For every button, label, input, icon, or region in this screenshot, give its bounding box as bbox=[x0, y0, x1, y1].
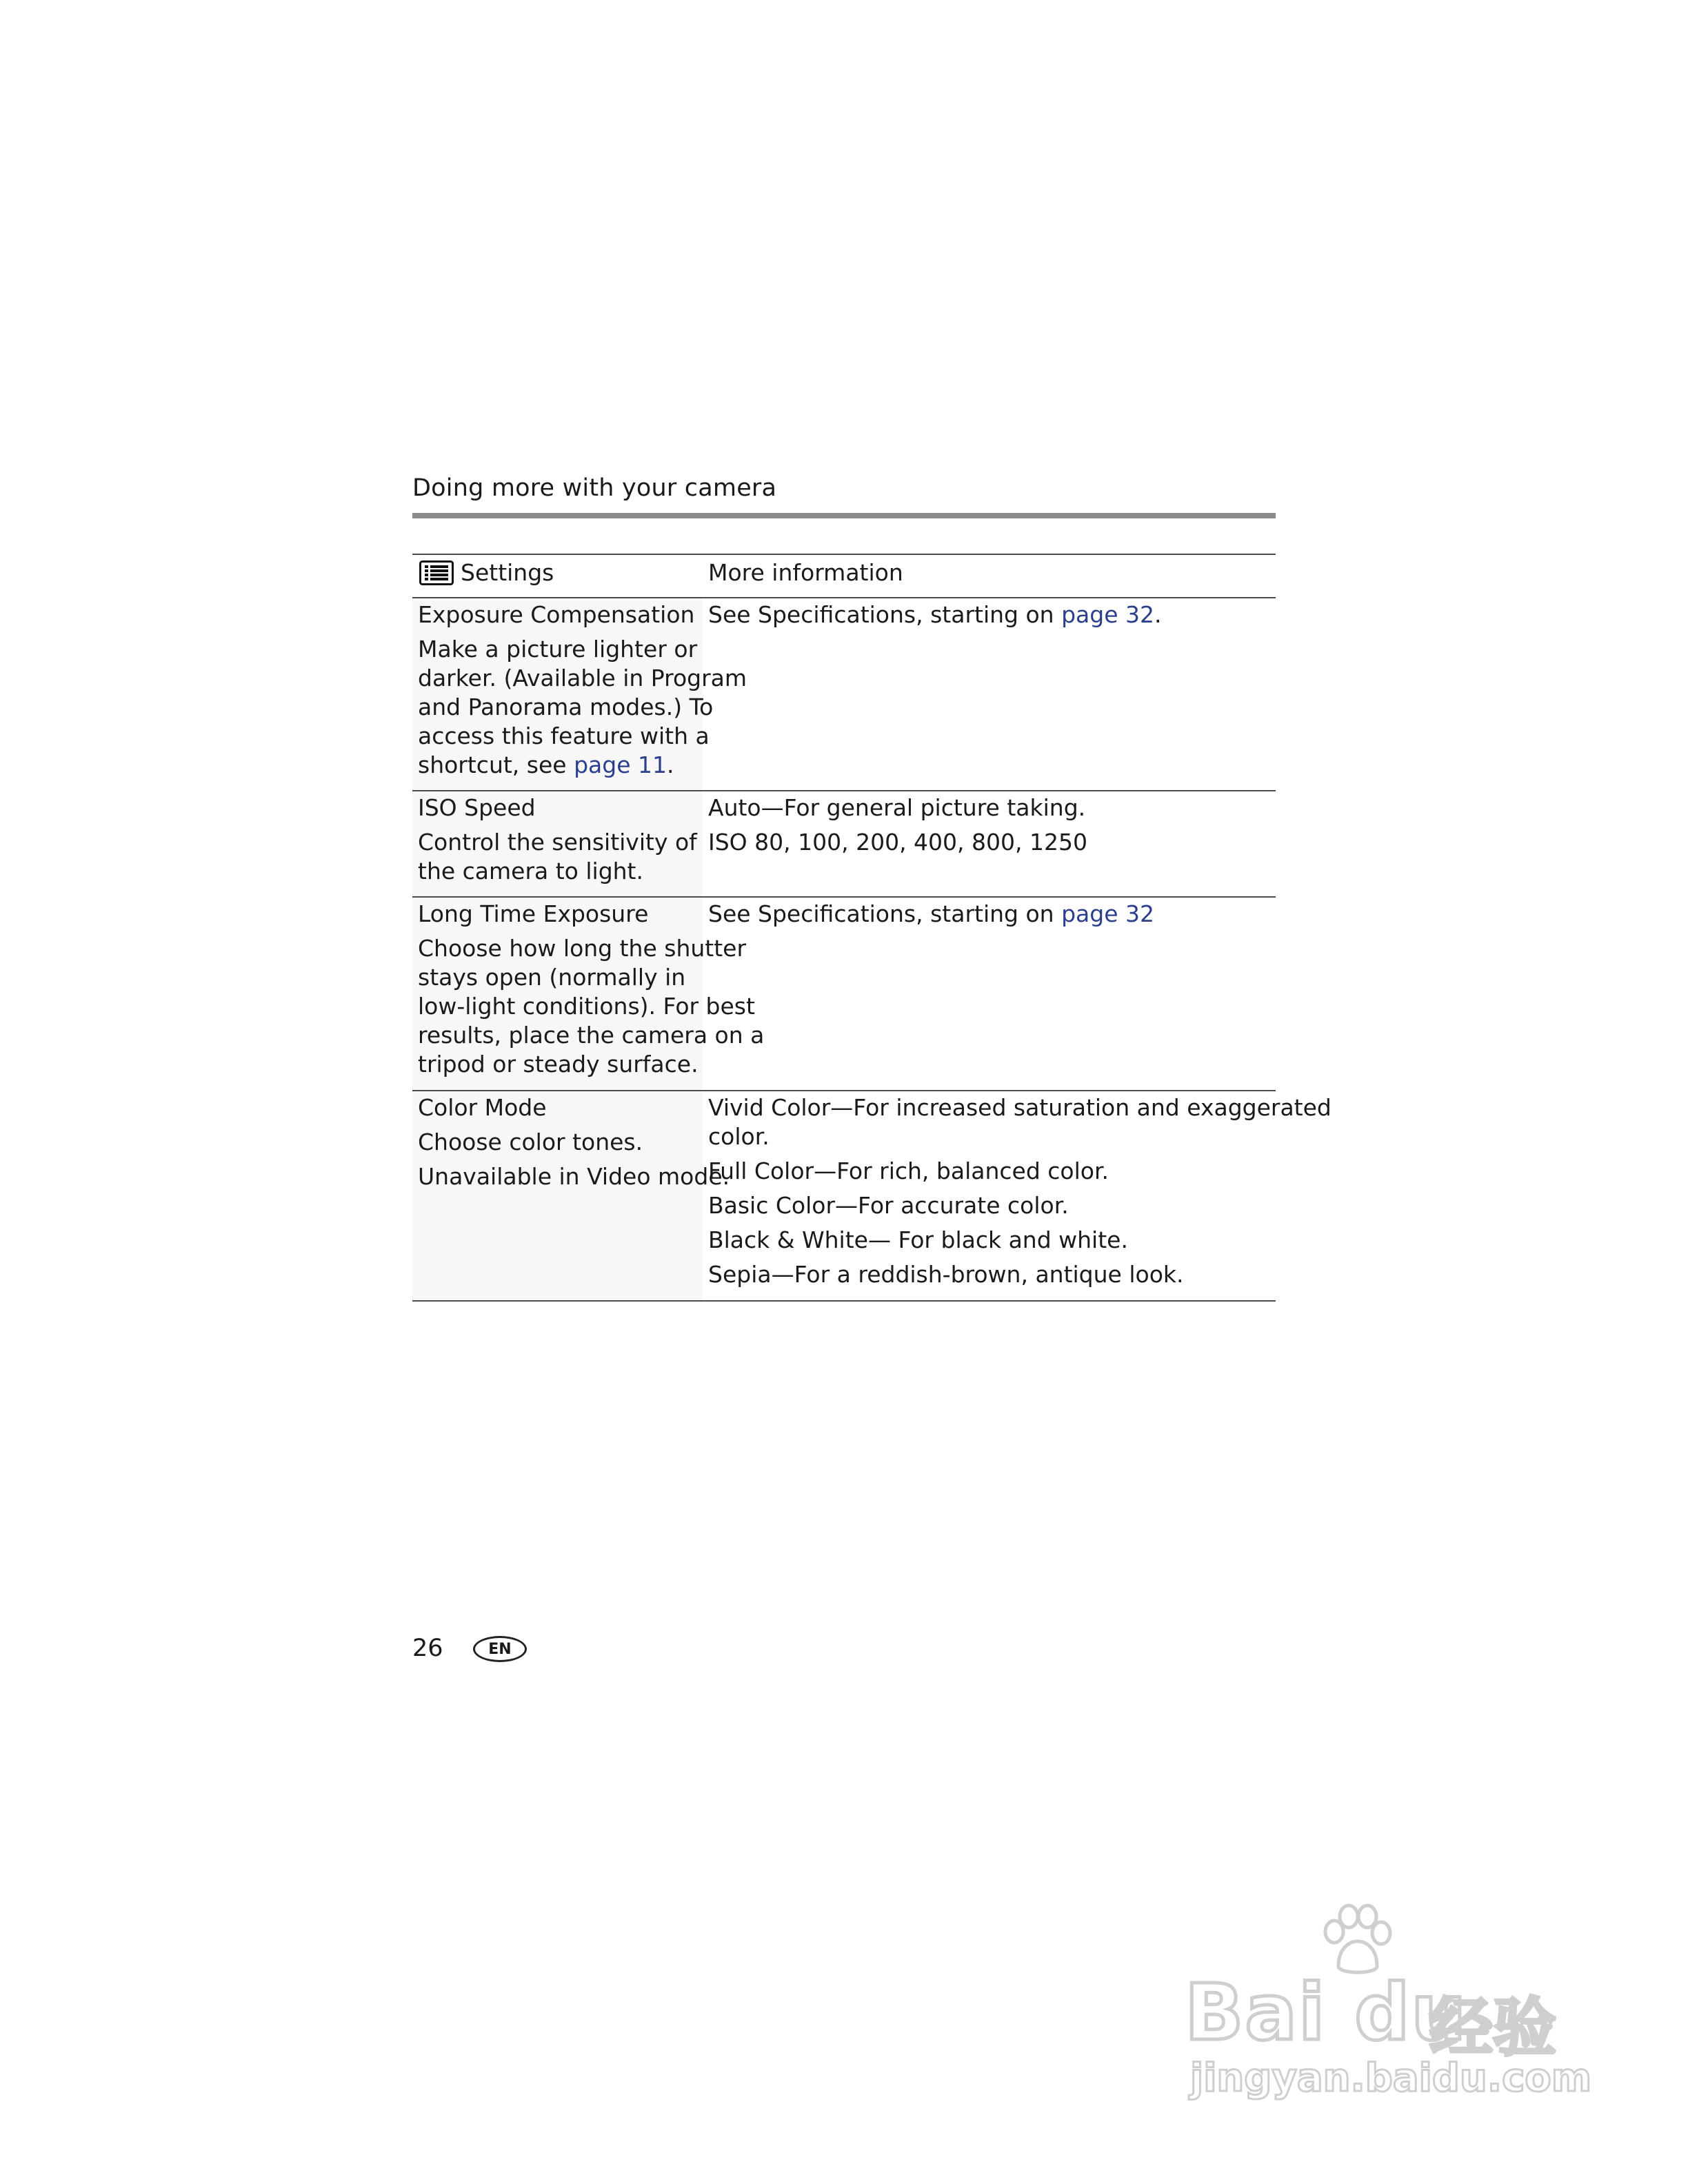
setting-description-line: Choose color tones. bbox=[418, 1129, 643, 1155]
setting-name: Color Mode bbox=[418, 1094, 547, 1121]
table-row-iso-speed bbox=[412, 790, 1276, 896]
setting-description-line: the camera to light. bbox=[418, 858, 643, 884]
setting-description-line: Unavailable in Video mode. bbox=[418, 1163, 730, 1190]
watermark-chinese-text: 经验 bbox=[1429, 1991, 1557, 2065]
setting-description-line: stays open (normally in bbox=[418, 964, 686, 991]
info-line: ISO 80, 100, 200, 400, 800, 1250 bbox=[708, 829, 1087, 856]
info-line: Basic Color—For accurate color. bbox=[708, 1192, 1069, 1219]
settings-table bbox=[412, 554, 1332, 1302]
table-header-row bbox=[412, 554, 1276, 597]
info-cell bbox=[703, 898, 1276, 1090]
setting-cell bbox=[412, 598, 747, 790]
setting-description-line: low-light conditions). For best bbox=[418, 993, 755, 1020]
info-line: Full Color—For rich, balanced color. bbox=[708, 1157, 1109, 1184]
info-text: See Specifications, starting on bbox=[708, 601, 1062, 628]
setting-cell bbox=[412, 898, 765, 1090]
table-header-settings bbox=[412, 555, 703, 597]
page-32-link[interactable]: page 32 bbox=[1061, 900, 1154, 927]
table-row-exposure-compensation bbox=[412, 597, 1276, 790]
info-text: See Specifications, starting on bbox=[708, 900, 1054, 927]
setting-description-line: tripod or steady surface. bbox=[418, 1051, 699, 1078]
info-line: Black & White— For black and white. bbox=[708, 1226, 1128, 1253]
description-punctuation: . bbox=[666, 751, 674, 778]
setting-description-line: Make a picture lighter or bbox=[418, 636, 698, 663]
page-number: 26 bbox=[412, 1635, 443, 1662]
language-badge: EN bbox=[473, 1636, 527, 1662]
setting-cell bbox=[412, 1091, 730, 1300]
setting-description-line: darker. (Available in Program bbox=[418, 665, 747, 691]
setting-name: Exposure Compensation bbox=[418, 601, 695, 628]
page-section-title: Doing more with your camera bbox=[412, 474, 777, 502]
watermark-brand: Bai du bbox=[1185, 1968, 1468, 2058]
info-line: Vivid Color—For increased saturation and exaggerated bbox=[708, 1094, 1332, 1121]
column-header-settings: Settings bbox=[461, 559, 554, 586]
info-cell bbox=[703, 598, 1276, 790]
setting-name: ISO Speed bbox=[418, 794, 536, 821]
paw-icon bbox=[1319, 1903, 1395, 1979]
setting-description-line: and Panorama modes.) To bbox=[418, 694, 714, 720]
setting-description-line: results, place the camera on a bbox=[418, 1022, 765, 1049]
description-text: shortcut, see bbox=[418, 751, 574, 778]
baidu-watermark bbox=[1185, 1903, 1592, 2103]
settings-menu-icon bbox=[419, 560, 454, 585]
info-punctuation: . bbox=[1154, 601, 1162, 628]
page-11-link[interactable]: page 11 bbox=[574, 751, 667, 778]
table-row-long-time-exposure bbox=[412, 896, 1276, 1090]
setting-description-line: access this feature with a bbox=[418, 722, 710, 749]
info-cell bbox=[703, 791, 1276, 896]
info-line bbox=[708, 900, 1276, 929]
header-rule bbox=[412, 513, 1276, 518]
page-32-link[interactable]: page 32 bbox=[1061, 601, 1154, 628]
setting-cell bbox=[412, 791, 703, 896]
watermark-url: jingyan.baidu.com bbox=[1190, 2056, 1592, 2101]
setting-description-line: Choose how long the shutter bbox=[418, 935, 747, 962]
info-line bbox=[708, 600, 1276, 629]
info-line: Sepia—For a reddish-brown, antique look. bbox=[708, 1261, 1184, 1288]
column-header-more-information: More information bbox=[708, 559, 903, 586]
setting-name: Long Time Exposure bbox=[418, 900, 649, 927]
info-line: Auto—For general picture taking. bbox=[708, 794, 1086, 821]
setting-description-line: Control the sensitivity of bbox=[418, 829, 697, 856]
table-header-info bbox=[703, 555, 1276, 597]
info-line: color. bbox=[708, 1123, 770, 1150]
table-row-color-mode bbox=[412, 1090, 1332, 1302]
info-cell bbox=[703, 1091, 1332, 1300]
setting-description-line bbox=[418, 751, 703, 780]
